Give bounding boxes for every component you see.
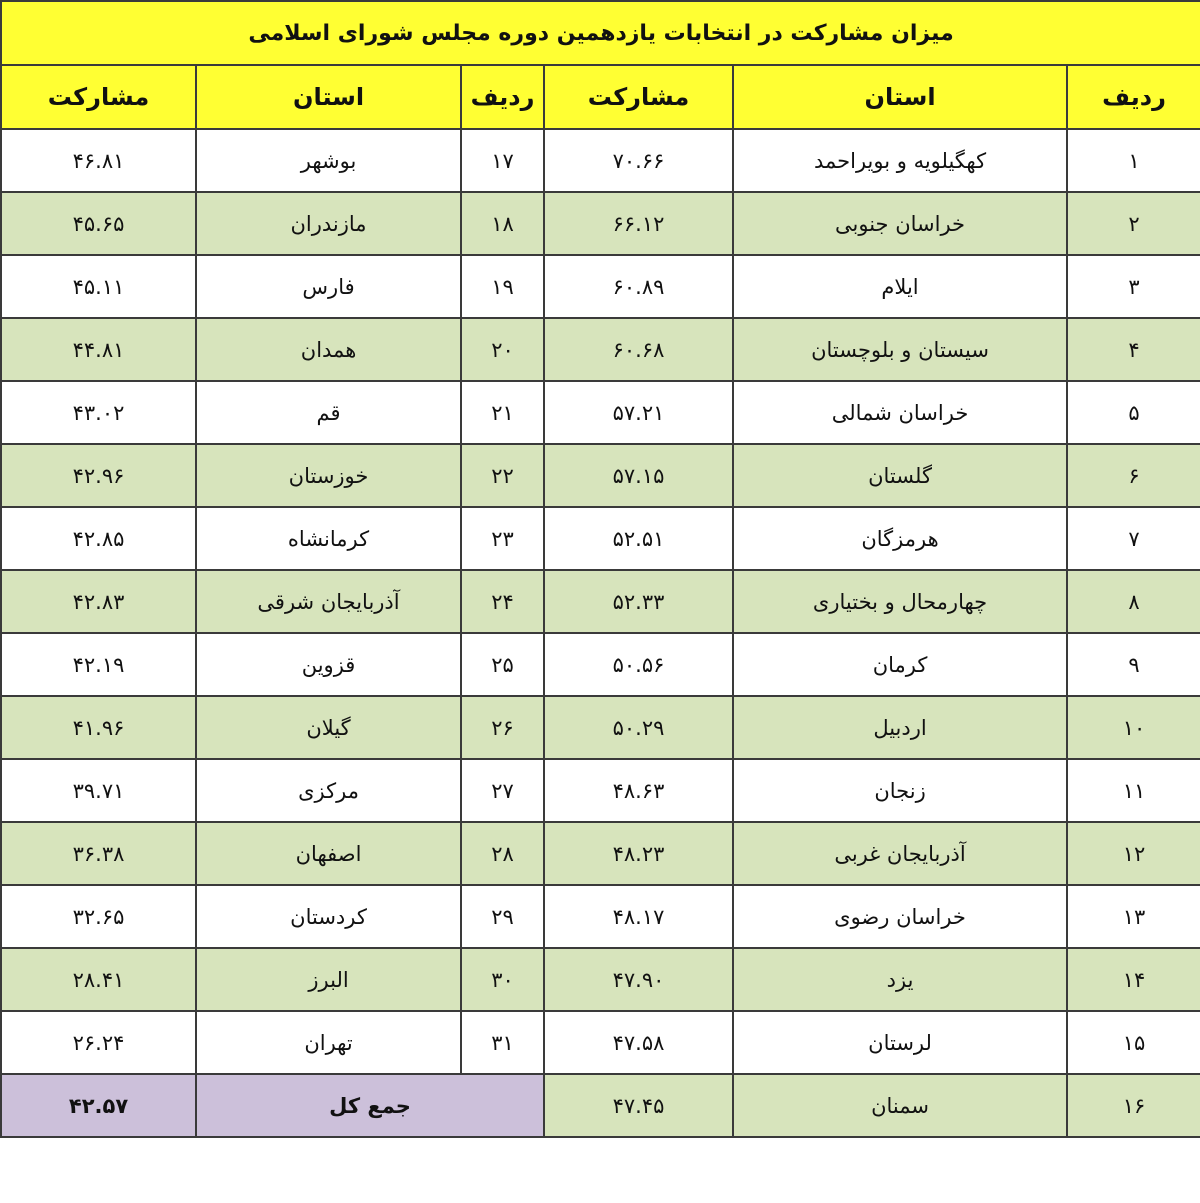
province-cell: خراسان رضوی <box>733 885 1067 948</box>
rank-cell: ۲۱ <box>461 381 544 444</box>
table-row <box>1 507 1200 570</box>
province-cell: زنجان <box>733 759 1067 822</box>
rank-cell: ۱۳ <box>1067 885 1200 948</box>
participation-cell: ۲۸.۴۱ <box>1 948 196 1011</box>
rank-cell: ۴ <box>1067 318 1200 381</box>
participation-cell: ۴۸.۲۳ <box>544 822 733 885</box>
rank-cell: ۱۰ <box>1067 696 1200 759</box>
rank-cell: ۱ <box>1067 129 1200 192</box>
province-cell: خراسان جنوبی <box>733 192 1067 255</box>
table-row <box>1 318 1200 381</box>
province-cell: هرمزگان <box>733 507 1067 570</box>
header-province: استان <box>196 65 461 129</box>
participation-cell: ۴۲.۸۵ <box>1 507 196 570</box>
participation-cell: ۲۶.۲۴ <box>1 1011 196 1074</box>
province-cell: لرستان <box>733 1011 1067 1074</box>
participation-cell: ۳۲.۶۵ <box>1 885 196 948</box>
participation-cell: ۴۸.۱۷ <box>544 885 733 948</box>
participation-cell: ۵۰.۵۶ <box>544 633 733 696</box>
rank-cell: ۱۹ <box>461 255 544 318</box>
participation-cell: ۵۲.۳۳ <box>544 570 733 633</box>
rank-cell: ۳۱ <box>461 1011 544 1074</box>
header-row <box>1 65 1200 129</box>
participation-cell: ۴۷.۴۵ <box>544 1074 733 1137</box>
province-cell: اصفهان <box>196 822 461 885</box>
rank-cell: ۱۸ <box>461 192 544 255</box>
rank-cell: ۲۳ <box>461 507 544 570</box>
province-cell: آذربایجان شرقی <box>196 570 461 633</box>
table-row <box>1 1011 1200 1074</box>
participation-cell: ۵۷.۱۵ <box>544 444 733 507</box>
rank-cell: ۶ <box>1067 444 1200 507</box>
table-row <box>1 759 1200 822</box>
table-row <box>1 381 1200 444</box>
participation-cell: ۴۵.۱۱ <box>1 255 196 318</box>
table-row <box>1 885 1200 948</box>
province-cell: مرکزی <box>196 759 461 822</box>
participation-cell: ۴۲.۸۳ <box>1 570 196 633</box>
rank-cell: ۳ <box>1067 255 1200 318</box>
rank-cell: ۳۰ <box>461 948 544 1011</box>
table-row <box>1 1074 1200 1137</box>
province-cell: چهارمحال و بختیاری <box>733 570 1067 633</box>
header-rank: ردیف <box>461 65 544 129</box>
province-cell: اردبیل <box>733 696 1067 759</box>
rank-cell: ۲۸ <box>461 822 544 885</box>
province-cell: بوشهر <box>196 129 461 192</box>
province-cell: تهران <box>196 1011 461 1074</box>
province-cell: ایلام <box>733 255 1067 318</box>
rank-cell: ۲۲ <box>461 444 544 507</box>
participation-cell: ۵۲.۵۱ <box>544 507 733 570</box>
participation-cell: ۴۶.۸۱ <box>1 129 196 192</box>
table-row <box>1 255 1200 318</box>
rank-cell: ۲۵ <box>461 633 544 696</box>
table-row <box>1 822 1200 885</box>
rank-cell: ۱۶ <box>1067 1074 1200 1137</box>
province-cell: کردستان <box>196 885 461 948</box>
province-cell: آذربایجان غربی <box>733 822 1067 885</box>
table-title: میزان مشارکت در انتخابات یازدهمین دوره مجلس شورای اسلامی <box>1 1 1200 65</box>
header-rank: ردیف <box>1067 65 1200 129</box>
province-cell: همدان <box>196 318 461 381</box>
header-participation: مشارکت <box>544 65 733 129</box>
participation-cell: ۶۶.۱۲ <box>544 192 733 255</box>
rank-cell: ۲۰ <box>461 318 544 381</box>
table-body <box>1 129 1200 1137</box>
province-cell: کرمان <box>733 633 1067 696</box>
participation-cell: ۴۷.۵۸ <box>544 1011 733 1074</box>
rank-cell: ۲۷ <box>461 759 544 822</box>
participation-cell: ۷۰.۶۶ <box>544 129 733 192</box>
table-row <box>1 696 1200 759</box>
rank-cell: ۲۴ <box>461 570 544 633</box>
province-cell: گلستان <box>733 444 1067 507</box>
province-cell: خوزستان <box>196 444 461 507</box>
province-cell: قم <box>196 381 461 444</box>
province-cell: کهگیلویه و بویراحمد <box>733 129 1067 192</box>
province-cell: البرز <box>196 948 461 1011</box>
participation-cell: ۴۳.۰۲ <box>1 381 196 444</box>
participation-cell: ۵۷.۲۱ <box>544 381 733 444</box>
participation-cell: ۴۵.۶۵ <box>1 192 196 255</box>
rank-cell: ۱۲ <box>1067 822 1200 885</box>
participation-cell: ۴۲.۱۹ <box>1 633 196 696</box>
table-row <box>1 633 1200 696</box>
header-province: استان <box>733 65 1067 129</box>
participation-cell: ۴۴.۸۱ <box>1 318 196 381</box>
rank-cell: ۱۷ <box>461 129 544 192</box>
province-cell: سمنان <box>733 1074 1067 1137</box>
table-row <box>1 192 1200 255</box>
table-row <box>1 570 1200 633</box>
participation-cell: ۴۲.۹۶ <box>1 444 196 507</box>
rank-cell: ۵ <box>1067 381 1200 444</box>
rank-cell: ۹ <box>1067 633 1200 696</box>
rank-cell: ۱۴ <box>1067 948 1200 1011</box>
rank-cell: ۲۶ <box>461 696 544 759</box>
province-cell: قزوین <box>196 633 461 696</box>
rank-cell: ۱۵ <box>1067 1011 1200 1074</box>
participation-cell: ۴۷.۹۰ <box>544 948 733 1011</box>
province-cell: خراسان شمالی <box>733 381 1067 444</box>
province-cell: گیلان <box>196 696 461 759</box>
rank-cell: ۲۹ <box>461 885 544 948</box>
table-row <box>1 948 1200 1011</box>
participation-cell: ۶۰.۶۸ <box>544 318 733 381</box>
rank-cell: ۱۱ <box>1067 759 1200 822</box>
rank-cell: ۲ <box>1067 192 1200 255</box>
table-row <box>1 444 1200 507</box>
participation-cell: ۴۸.۶۳ <box>544 759 733 822</box>
participation-cell: ۳۶.۳۸ <box>1 822 196 885</box>
participation-cell: ۴۱.۹۶ <box>1 696 196 759</box>
province-cell: فارس <box>196 255 461 318</box>
participation-cell: ۵۰.۲۹ <box>544 696 733 759</box>
participation-cell: ۶۰.۸۹ <box>544 255 733 318</box>
header-participation: مشارکت <box>1 65 196 129</box>
province-cell: کرمانشاه <box>196 507 461 570</box>
total-label: جمع کل <box>196 1074 544 1137</box>
table-row <box>1 129 1200 192</box>
province-cell: سیستان و بلوچستان <box>733 318 1067 381</box>
province-cell: یزد <box>733 948 1067 1011</box>
rank-cell: ۸ <box>1067 570 1200 633</box>
total-value: ۴۲.۵۷ <box>1 1074 196 1137</box>
rank-cell: ۷ <box>1067 507 1200 570</box>
province-cell: مازندران <box>196 192 461 255</box>
participation-cell: ۳۹.۷۱ <box>1 759 196 822</box>
